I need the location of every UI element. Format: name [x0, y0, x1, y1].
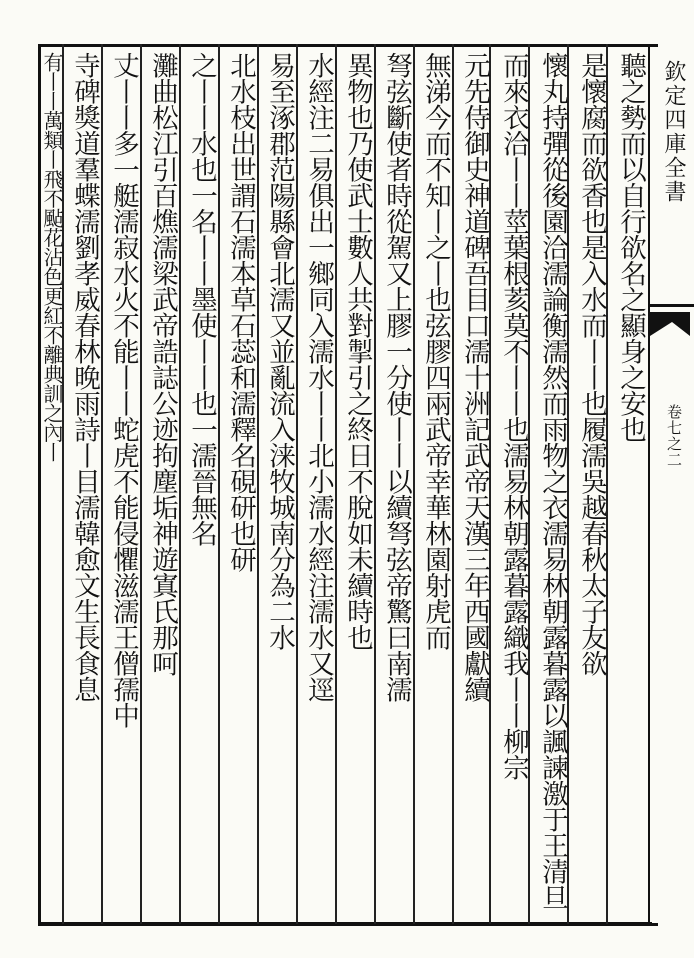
running-header [648, 44, 694, 926]
text-column: 聽之勢而以自行欲名之顯身之安也 [615, 52, 646, 442]
text-column: 懷丸持彈從後園洽濡論衡濡然而雨物之衣濡易林朝露暮露以諷諫激于王清旦 [537, 52, 568, 910]
text-column: 而來衣洽丨丨莖葉根荄莫不丨丨也濡易林朝露暮露織我丨丨柳宗 [498, 52, 529, 780]
text-column: 弩弦斷使者時從駕又上膠一分使丨丨以續弩弦帝驚曰南濡 [381, 52, 412, 702]
text-column: 水經注二易俱出一鄉同入濡水丨丨北小濡水經注濡水又逕 [303, 52, 334, 702]
fish-tail-mark-icon [650, 312, 690, 336]
text-column: 之丨丨水也一名丨丨墨使丨丨也一濡晉無名 [186, 52, 217, 546]
text-column: 是懷腐而欲香也是入水而丨丨也履濡吳越春秋太子友欲 [576, 52, 607, 676]
text-column: 北水枝出世謂石濡本草石蕊和濡釋名硯研也研 [225, 52, 256, 572]
text-column: 易至涿郡范陽縣會北濡又並亂流入涞牧城南分為二水 [264, 52, 295, 650]
bottom-border [38, 922, 652, 925]
text-column: 灘曲松江引百燋濡梁武帝誥誌公迹拘塵垢神遊寘氏那呵 [147, 52, 178, 676]
chapter-label: 卷七之二 [665, 404, 683, 468]
text-column: 異物也乃使武士數人共對掣引之終日不脫如未續時也 [342, 52, 373, 650]
text-column: 元先侍御史神道碑吾目口濡十洲記武帝天漢三年西國獻續 [459, 52, 490, 702]
text-column: 無涕今而不知丨之丨也弦膠四兩武帝幸華林園射虎而 [420, 52, 451, 650]
header-title-box [650, 44, 694, 307]
text-column: 丈丨丨多一艇濡寂水火不能丨丨蛇虎不能侵懼滋濡王僧孺中 [108, 52, 139, 728]
text-column: 寺碑獎道羣蝶濡劉孝威春林晚雨詩丨目濡韓愈文生長食息 [69, 52, 100, 702]
text-column: 有丨丨萬類丨飛不颭花沾色更紅不離典訓之內丨 [40, 52, 64, 462]
book-title: 欽定四庫全書 [661, 60, 686, 204]
